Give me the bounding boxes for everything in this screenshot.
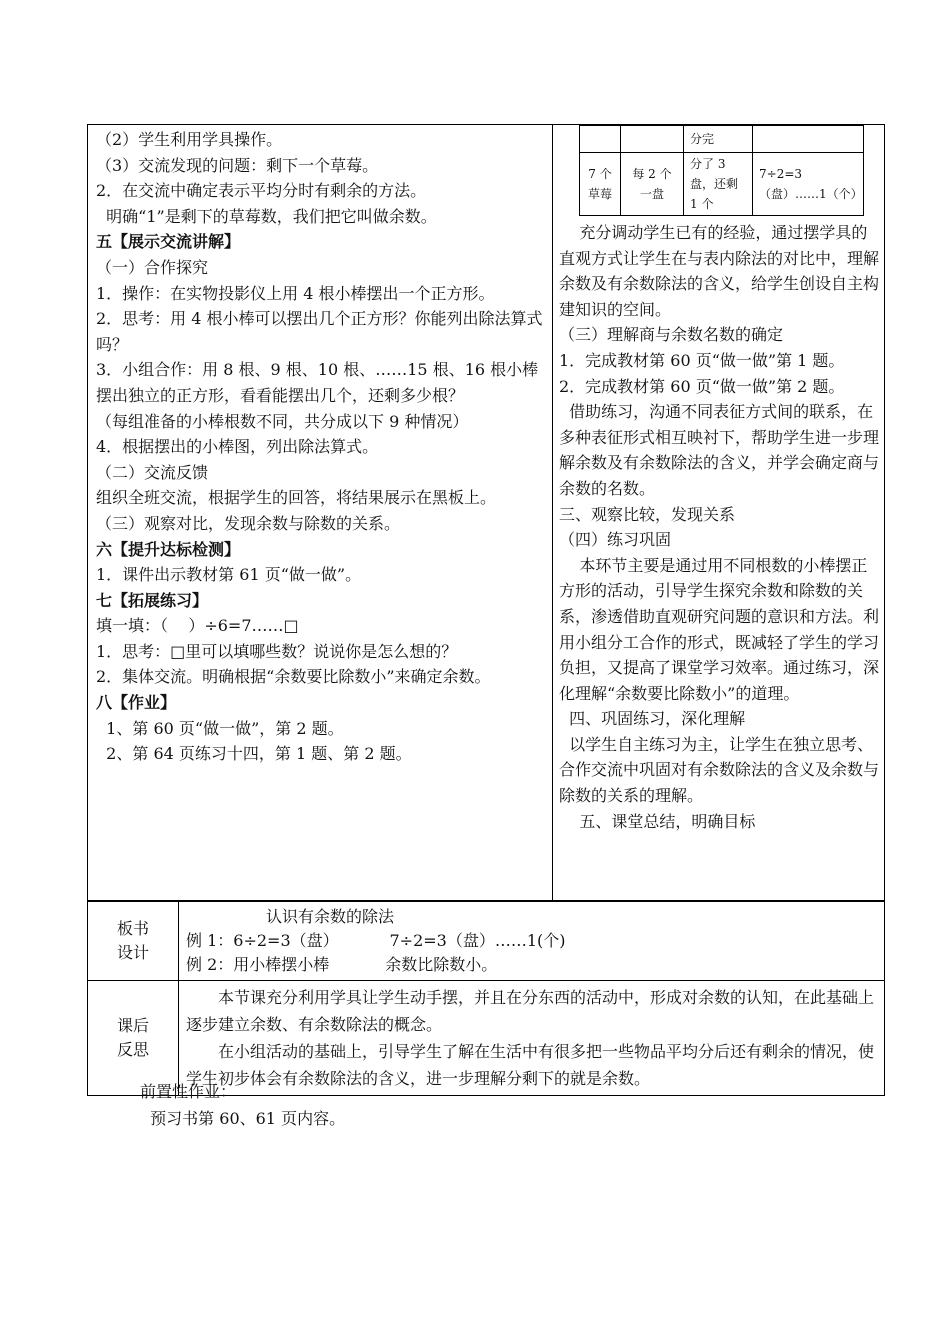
- table-cell: 7 个草莓: [580, 153, 621, 216]
- text-line: 1、第 60 页“做一做”，第 2 题。: [96, 718, 344, 738]
- section-heading: 七【拓展练习】: [96, 590, 209, 610]
- text-line: 3．小组合作：用 8 根、9 根、10 根、……15 根、16 根小棒摆出独立的正方形，看看能摆出几个，还剩多少根？: [96, 360, 539, 405]
- pre-assignment: [140, 1078, 345, 1132]
- text-line: 2．完成教材第 60 页“做一做”第 2 题。: [559, 376, 845, 396]
- text-line: 2、第 64 页练习十四，第 1 题、第 2 题。: [96, 744, 412, 764]
- table-cell: 分了 3 盘，还剩 1 个: [684, 153, 753, 216]
- text-line: 组织全班交流，根据学生的回答，将结果展示在黑板上。: [96, 488, 497, 508]
- table-row: [580, 153, 864, 216]
- section-heading: 六【提升达标检测】: [96, 539, 241, 559]
- text-line: 明确“1”是剩下的草莓数，我们把它叫做余数。: [96, 206, 437, 226]
- text-line: （一）合作探究: [96, 257, 209, 277]
- text-line: 1．思考：□里可以填哪些数？说说你是怎么想的？: [96, 641, 458, 661]
- teaching-process-column: [96, 127, 548, 767]
- reflection-paragraph: 本节课充分利用学具让学生动手摆，并且在分东西的活动中，形成对余数的认知，在此基础上逐步建立余数、有余数除法的概念。: [186, 988, 875, 1034]
- text-line: 2．在交流中确定表示平均分时有剩余的方法。: [96, 181, 427, 201]
- text-line: 五、课堂总结，明确目标: [559, 811, 756, 831]
- table-cell: 分完: [684, 126, 753, 153]
- text-line: （每组准备的小棒根数不同，共分成以下 9 种情况）: [96, 411, 469, 431]
- text-line: （2）学生利用学具操作。: [96, 130, 283, 149]
- pre-assignment-title: 前置性作业：: [140, 1082, 237, 1101]
- text-line: 本环节主要是通过用不同根数的小棒摆正方形的活动，引导学生探究余数和除数的关系，渗透借助直观研究问题的意识和方法。利用小组分工合作的形式，既减轻了学生的学习负担，又提高了课堂学习效率。通过练习，深化理解“余数要比除数小”的道理。: [559, 555, 880, 703]
- board-line: 例 2：用小棒摆小棒 余数比除数小。: [186, 955, 498, 974]
- text-line: 借助练习，沟通不同表征方式间的联系，在多种表征形式相互映衬下，帮助学生进一步理解余数及有余数除法的含义，并学会确定商与余数的名数。: [559, 402, 880, 498]
- text-line: （三）观察对比，发现余数与除数的关系。: [96, 513, 401, 533]
- text-line: 2．集体交流。明确根据“余数要比除数小”来确定余数。: [96, 667, 491, 687]
- strawberry-table: [579, 125, 864, 216]
- label-line: 板书: [116, 919, 149, 938]
- text-line: （3）交流发现的问题：剩下一个草莓。: [96, 155, 379, 175]
- label-line: 反思: [116, 1040, 149, 1059]
- section-heading: 八【作业】: [96, 693, 177, 713]
- text-line: 以学生自主练习为主，让学生在独立思考、合作交流中巩固对有余数除法的含义及余数与除数的关系的理解。: [559, 734, 880, 806]
- pre-assignment-text: 预习书第 60、61 页内容。: [140, 1109, 346, 1128]
- board-design-content: [179, 902, 885, 981]
- table-cell: [753, 126, 864, 153]
- table-cell: 每 2 个一盘: [621, 153, 684, 216]
- table-cell: [580, 126, 621, 153]
- board-title: 认识有余数的除法: [266, 907, 395, 926]
- board-reflection-table: [87, 901, 885, 1096]
- text-line: 1．操作：在实物投影仪上用 4 根小棒摆出一个正方形。: [96, 283, 495, 303]
- table-row: [580, 126, 864, 153]
- text-line: 三、观察比较，发现关系: [559, 504, 736, 524]
- text-line: 填一填：（ ）÷6=7……□: [96, 616, 299, 636]
- text-line: 2．思考：用 4 根小棒可以摆出几个正方形？你能列出除法算式吗？: [96, 309, 543, 354]
- text-line: （三）理解商与余数名数的确定: [559, 325, 784, 345]
- text-line: 4．根据摆出的小棒图，列出除法算式。: [96, 437, 379, 457]
- text-line: 充分调动学生已有的经验，通过摆学具的直观方式让学生在与表内除法的对比中，理解余数及有余数除法的含义，给学生创设自主构建知识的空间。: [559, 223, 880, 319]
- table-cell: [621, 126, 684, 153]
- table-cell: 7÷2=3（盘）……1（个）: [753, 153, 864, 216]
- lesson-table: [87, 124, 885, 901]
- text-line: （二）交流反馈: [96, 462, 209, 482]
- text-line: 1．完成教材第 60 页“做一做”第 1 题。: [559, 350, 845, 370]
- design-intent-text: [559, 220, 881, 834]
- board-line: 例 1：6÷2=3（盘） 7÷2=3（盘）……1(个): [186, 931, 566, 950]
- text-line: 四、巩固练习，深化理解: [559, 709, 746, 729]
- design-intent-column: [559, 125, 881, 834]
- label-line: 课后: [116, 1016, 149, 1035]
- label-line: 设计: [116, 943, 149, 962]
- text-line: （四）练习巩固: [559, 530, 672, 550]
- text-line: 1．课件出示教材第 61 页“做一做”。: [96, 565, 362, 585]
- reflection-paragraph: 在小组活动的基础上，引导学生了解在生活中有很多把一些物品平均分后还有剩余的情况，使学生初步体会有余数除法的含义，进一步理解分剩下的就是余数。: [186, 1042, 875, 1088]
- section-heading: 五【展示交流讲解】: [96, 232, 241, 252]
- board-design-row: [88, 902, 885, 981]
- column-divider: [552, 125, 553, 900]
- board-design-label: [88, 902, 179, 981]
